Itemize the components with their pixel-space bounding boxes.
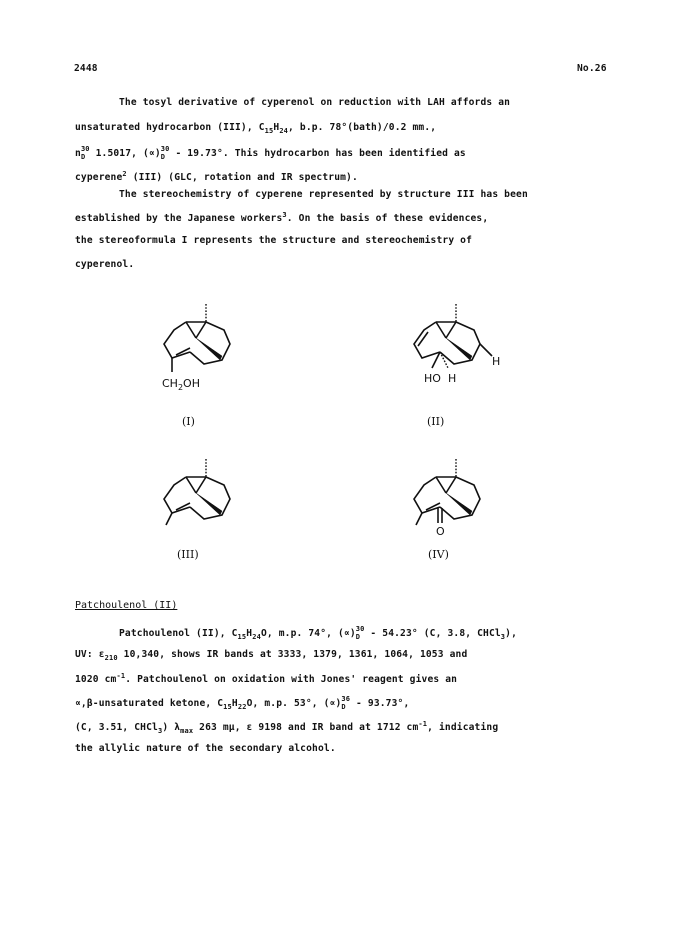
bridge-wedge bbox=[196, 338, 222, 360]
text-segment: ), bbox=[505, 628, 518, 639]
section-line-3 bbox=[75, 672, 457, 685]
superscript: 30 bbox=[355, 625, 365, 633]
double-bond bbox=[418, 332, 428, 346]
page-number: 2448 bbox=[74, 63, 98, 74]
text-segment: H bbox=[246, 628, 253, 639]
subscript: 24 bbox=[252, 632, 261, 641]
text-segment: (C, 3.51, CHCl bbox=[75, 722, 158, 734]
text-segment: unsaturated hydrocarbon (III), C bbox=[75, 122, 265, 133]
five-ring bbox=[164, 477, 190, 513]
bridge-bond-2 bbox=[196, 322, 206, 338]
bridge-bond-2 bbox=[446, 477, 456, 493]
structure-i-label: (I) bbox=[182, 415, 195, 428]
superscript: -1 bbox=[116, 672, 126, 680]
text-segment: ∝,β-unsaturated ketone, C bbox=[75, 698, 224, 709]
structure-iv-drawing bbox=[400, 455, 500, 535]
seven-ring bbox=[440, 322, 480, 364]
structure-ii-drawing bbox=[400, 300, 510, 380]
subscript: 3 bbox=[500, 632, 506, 641]
text-segment: 1020 cm bbox=[75, 674, 117, 686]
subscript: 3 bbox=[157, 727, 163, 736]
section-title: Patchoulenol (II) bbox=[75, 600, 178, 611]
seven-ring bbox=[440, 477, 480, 519]
section-line-1 bbox=[119, 625, 517, 641]
structure-i-drawing bbox=[150, 300, 250, 380]
subscript: D bbox=[80, 153, 86, 161]
structure-iii-drawing bbox=[150, 455, 250, 535]
methyl-bond bbox=[416, 513, 422, 525]
section-line-5 bbox=[75, 720, 498, 735]
paragraph-1-line-2 bbox=[75, 122, 436, 135]
journal-issue: No.26 bbox=[577, 63, 607, 74]
subscript: D bbox=[355, 633, 361, 641]
text-segment: ) λ bbox=[162, 722, 181, 734]
text-segment: 1.5017, (∝) bbox=[89, 148, 161, 159]
bridge-bond bbox=[186, 322, 196, 338]
subscript: max bbox=[180, 727, 194, 736]
text-segment: H bbox=[273, 122, 280, 133]
superscript: 30 bbox=[160, 145, 170, 153]
paragraph-2-line-2 bbox=[75, 211, 488, 224]
text-segment: (III) (GLC, rotation and IR spectrum). bbox=[126, 172, 358, 184]
text-segment: , b.p. 78°(bath)/0.2 mm., bbox=[288, 122, 437, 133]
text-segment: cyperene bbox=[75, 172, 123, 184]
bridge-wedge bbox=[446, 493, 472, 515]
section-line-6: the allylic nature of the secondary alcohol. bbox=[75, 743, 336, 754]
structure-iv-label: (IV) bbox=[428, 548, 449, 561]
paragraph-2-line-3: the stereoformula I represents the structure and stereochemistry of bbox=[75, 235, 473, 246]
seven-ring bbox=[190, 477, 230, 519]
text-segment: . On the basis of these evidences, bbox=[286, 213, 489, 225]
subscript: 15 bbox=[237, 632, 247, 641]
section-line-2 bbox=[75, 649, 467, 662]
text-segment: 10,340, shows IR bands at 3333, 1379, 1361, 1064, 1053 and bbox=[117, 649, 468, 660]
bridge-wedge bbox=[196, 493, 222, 515]
subscript: 24 bbox=[279, 126, 289, 135]
bridge-bond bbox=[436, 477, 446, 493]
subscript: 22 bbox=[237, 702, 247, 711]
text-segment: Patchoulenol (II), C bbox=[119, 628, 238, 639]
text-segment: 263 mμ, ε 9198 and IR band at 1712 cm bbox=[193, 722, 419, 734]
subscript: D bbox=[160, 153, 166, 161]
paragraph-1-line-1: The tosyl derivative of cyperenol on reduction with LAH affords an bbox=[119, 97, 511, 108]
structure-ii-ho: HO bbox=[424, 372, 441, 385]
text-segment: UV: ε bbox=[75, 649, 105, 660]
bridge-bond-2 bbox=[196, 477, 206, 493]
structure-iv-oxygen: O bbox=[436, 525, 445, 538]
paragraph-1-line-3 bbox=[75, 145, 466, 161]
bridge-bond bbox=[436, 322, 446, 338]
text-segment: O, m.p. 53°, (∝) bbox=[246, 698, 342, 709]
structure-iii-label: (III) bbox=[177, 548, 199, 561]
superscript: 3 bbox=[282, 211, 287, 219]
superscript: 2 bbox=[122, 170, 127, 178]
h-bond bbox=[480, 344, 492, 356]
text-segment: OH bbox=[183, 377, 200, 390]
bridge-wedge bbox=[446, 338, 472, 360]
five-ring bbox=[414, 322, 440, 358]
subscript: 210 bbox=[104, 653, 118, 662]
five-ring bbox=[414, 477, 440, 513]
superscript: -1 bbox=[418, 720, 428, 728]
bridge-bond bbox=[186, 477, 196, 493]
text-segment: n bbox=[75, 148, 81, 159]
text-segment: H bbox=[231, 698, 238, 709]
superscript: 30 bbox=[80, 145, 90, 153]
structure-ii-h1: H bbox=[492, 355, 501, 368]
text-segment: , indicating bbox=[427, 722, 499, 734]
structure-i-substituent bbox=[162, 377, 200, 392]
section-line-4 bbox=[75, 695, 409, 711]
text-segment: . Patchoulenol on oxidation with Jones' reagent gives an bbox=[125, 674, 458, 686]
structure-ii-h2: H bbox=[448, 372, 457, 385]
methyl-bond bbox=[166, 513, 172, 525]
superscript: 36 bbox=[341, 695, 351, 703]
subscript: D bbox=[341, 703, 346, 711]
paragraph-2-line-1: The stereochemistry of cyperene represented by structure III has been bbox=[119, 189, 528, 200]
paragraph-2-line-4: cyperenol. bbox=[75, 259, 135, 270]
text-segment: established by the Japanese workers bbox=[75, 213, 283, 225]
seven-ring bbox=[190, 322, 230, 364]
subscript: 15 bbox=[264, 126, 274, 135]
subscript: 2 bbox=[177, 383, 184, 393]
text-segment: CH bbox=[162, 377, 178, 390]
paragraph-1-line-4 bbox=[75, 170, 358, 183]
bridge-bond-2 bbox=[446, 322, 456, 338]
text-segment: - 54.23° (C, 3.8, CHCl bbox=[364, 628, 501, 639]
structure-ii-label: (II) bbox=[427, 415, 445, 428]
text-segment: - 19.73°. This hydrocarbon has been identified as bbox=[169, 148, 466, 159]
text-segment: - 93.73°, bbox=[350, 698, 410, 709]
subscript: 15 bbox=[223, 702, 232, 711]
text-segment: O, m.p. 74°, (∝) bbox=[260, 628, 356, 639]
five-ring bbox=[164, 322, 190, 358]
